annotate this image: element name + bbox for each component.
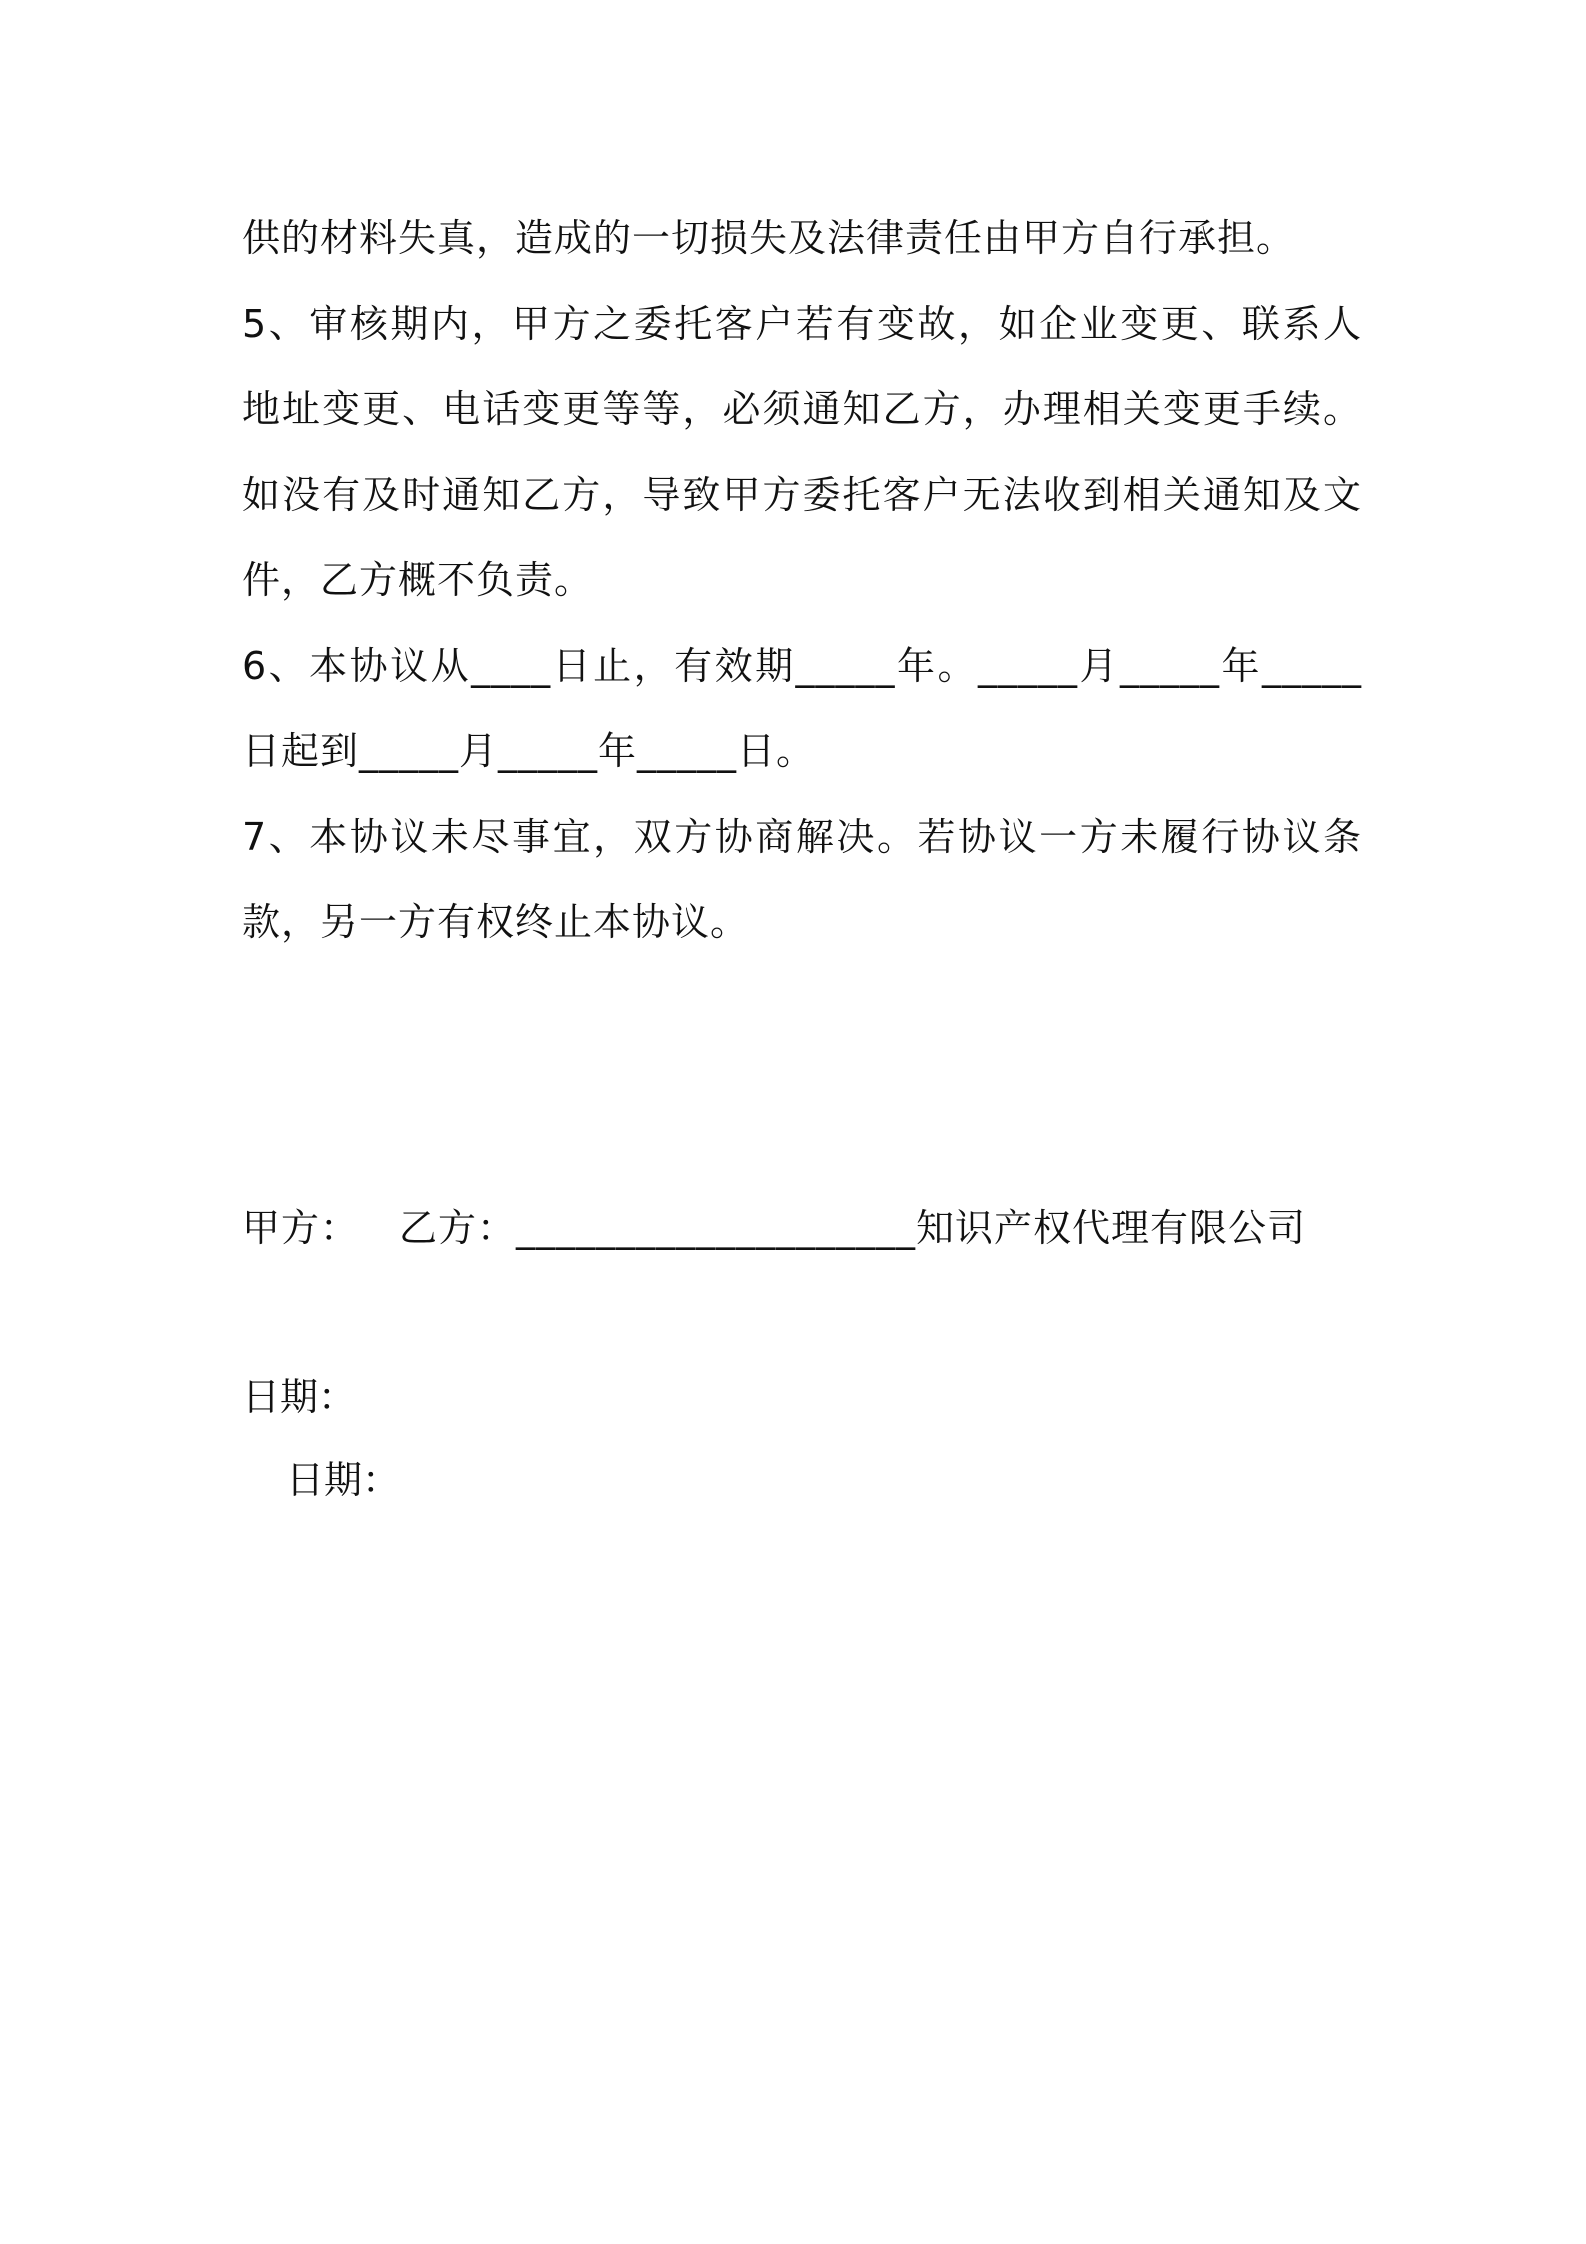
clause-5-line-1: 5、审核期内，甲方之委托客户若有变故，如企业变更、联系人 — [242, 301, 1362, 346]
clause-5-line-2: 地址变更、电话变更等等，必须通知乙方，办理相关变更手续。 — [242, 387, 1362, 431]
clause-5-line-4: 件，乙方概不负责。 — [242, 558, 594, 602]
clause-5-line-3: 如没有及时通知乙方，导致甲方委托客户无法收到相关通知及文 — [242, 472, 1362, 517]
party-b-date-label: 日期： — [286, 1458, 401, 1502]
clause-7-line-2: 款，另一方有权终止本协议。 — [242, 900, 750, 944]
party-b-label: 乙方： — [399, 1206, 517, 1250]
party-b-blank: ____________________ — [516, 1206, 917, 1250]
party-a-label: 甲方： — [242, 1206, 360, 1250]
clause-7-line-1: 7、本协议未尽事宜，双方协商解决。若协议一方未履行协议条 — [242, 814, 1362, 859]
agreement-body — [242, 196, 1362, 966]
clause-6-line-2: 日起到_____月_____年_____日。 — [242, 729, 816, 773]
party-a-date-label: 日期： — [242, 1375, 357, 1419]
signature-line — [242, 1198, 1306, 1258]
clause-4-continuation: 供的材料失真，造成的一切损失及法律责任由甲方自行承担。 — [242, 216, 1296, 260]
clause-6-line-1: 6、本协议从____日止，有效期_____年。_____月_____年_____ — [242, 643, 1362, 688]
party-b-company: 知识产权代理有限公司 — [916, 1206, 1307, 1250]
